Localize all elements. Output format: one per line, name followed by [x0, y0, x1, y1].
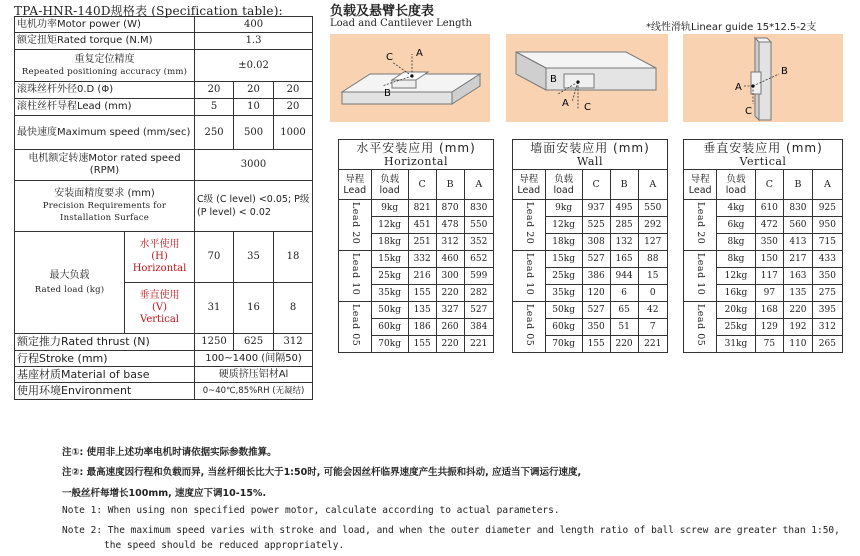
- load-table-cell: 120: [582, 285, 610, 302]
- load-table-cell: 8kg: [717, 234, 755, 251]
- lead-group-label: [339, 251, 372, 302]
- diagram-label-b: B: [384, 88, 391, 99]
- lead-label: Lead 05: [695, 304, 707, 347]
- load-table-cell: 127: [638, 234, 667, 251]
- lead-group-label: [513, 200, 546, 251]
- load-table-row: [513, 302, 668, 319]
- note-en-2a: Note 2: The maximum speed varies with stroke and load, and when the outer diameter and length ratio of ball screw are greater than 1:50,: [62, 525, 840, 536]
- spec-value: 100~1400 (间隔50): [195, 351, 313, 367]
- load-table-cell: 168: [755, 302, 784, 319]
- spec-value: 70: [195, 232, 234, 283]
- load-table-cell: 88: [638, 251, 667, 268]
- diagram-label-c: C: [386, 52, 393, 63]
- col-header-c: C: [582, 170, 610, 200]
- spec-label-en: Precision Requirements for: [42, 201, 167, 211]
- load-table-cell: 312: [812, 319, 842, 336]
- col-header-load: 负载 load: [371, 170, 408, 200]
- load-table-cell: 527: [464, 302, 493, 319]
- spec-label: 基座材质Material of base: [15, 367, 195, 383]
- spec-label: 最快速度Maximum speed (mm/sec): [15, 116, 195, 150]
- load-table-cell: 70kg: [371, 336, 408, 353]
- load-table-cell: 308: [582, 234, 610, 251]
- spec-sublabel-horizontal: [125, 232, 195, 283]
- load-table-cell: 221: [464, 336, 493, 353]
- load-table-cell: 50kg: [371, 302, 408, 319]
- spec-sublabel-code: (H): [151, 251, 168, 262]
- load-table-column-headers: [684, 170, 843, 200]
- spec-value: 625: [234, 334, 274, 351]
- spec-label-en: Rated load (kg): [34, 284, 105, 295]
- load-table-row: [684, 302, 843, 319]
- spec-table: [14, 16, 313, 400]
- load-table-cell: 451: [408, 217, 436, 234]
- load-table-cell: 220: [784, 302, 813, 319]
- diagram-horizontal-drawing: [330, 34, 490, 122]
- load-table-title: [339, 140, 494, 170]
- load-table-cell: 6: [610, 285, 638, 302]
- spec-value: 18: [274, 232, 313, 283]
- spec-label: 额定推力Rated thrust (N): [15, 334, 195, 351]
- spec-label-en: Installation Surface: [60, 213, 149, 223]
- spec-value: 1000: [274, 116, 313, 150]
- spec-sublabel-en: Horizontal: [132, 263, 187, 274]
- spec-label: 额定扭矩Rated torque (N.M): [15, 33, 195, 50]
- load-table-cell: 135: [408, 302, 436, 319]
- spec-label-cn: 安装面精度要求 (mm): [54, 188, 155, 199]
- load-table-cell: 132: [610, 234, 638, 251]
- diagram-label-c: C: [584, 102, 591, 113]
- load-table-cell: 282: [464, 285, 493, 302]
- load-table-cell: 260: [436, 319, 464, 336]
- load-table-wall: [512, 139, 668, 353]
- col-header-b: B: [784, 170, 813, 200]
- load-table-title-cn: 水平安装应用 (mm): [356, 141, 476, 155]
- col-header-c: C: [755, 170, 784, 200]
- load-table-row: [339, 302, 494, 319]
- spec-value: 500: [234, 116, 274, 150]
- load-table-cell: 18kg: [371, 234, 408, 251]
- load-table-cell: 327: [436, 302, 464, 319]
- spec-sublabel-cn: 垂直使用: [139, 290, 180, 301]
- spec-row-load-horizontal: [15, 232, 313, 283]
- load-table-cell: 937: [582, 200, 610, 217]
- load-table-cell: 332: [408, 251, 436, 268]
- spec-value: 硬质挤压铝材Al: [195, 367, 313, 383]
- col-header-a: A: [464, 170, 493, 200]
- load-table-cell: 527: [582, 251, 610, 268]
- load-table-cell: 350: [812, 268, 842, 285]
- spec-row-repeat-accuracy: [15, 50, 313, 82]
- diagram-label-b: B: [781, 66, 788, 77]
- col-header-a: A: [638, 170, 667, 200]
- load-table-header: [339, 140, 494, 170]
- load-table-cell: 433: [812, 251, 842, 268]
- load-table-cell: 220: [436, 285, 464, 302]
- load-table-cell: 599: [464, 268, 493, 285]
- note-en-2b: the speed should be reduced appropriately.: [104, 540, 345, 551]
- spec-value: 20: [234, 82, 274, 99]
- load-table-cell: 135: [784, 285, 813, 302]
- lead-label: Lead 10: [349, 253, 361, 296]
- load-table-cell: 830: [464, 200, 493, 217]
- load-table-cell: 478: [436, 217, 464, 234]
- load-table-cell: 560: [784, 217, 813, 234]
- col-header-c: C: [408, 170, 436, 200]
- lead-label: Lead 05: [349, 304, 361, 347]
- load-table-cell: 6kg: [717, 217, 755, 234]
- load-table-cell: 312: [436, 234, 464, 251]
- diagram-label-a: A: [416, 48, 423, 59]
- spec-value: 16: [234, 283, 274, 334]
- spec-label: [15, 232, 125, 334]
- diagram-label-b: B: [550, 74, 557, 85]
- diagram-wall: [506, 34, 668, 122]
- load-table-cell: 129: [755, 319, 784, 336]
- load-table-cell: 9kg: [545, 200, 582, 217]
- spec-sublabel-cn: 水平使用: [139, 239, 180, 250]
- col-header-lead: 导程 Lead: [339, 170, 372, 200]
- linear-guide-note: *线性滑轨Linear guide 15*12.5-2支: [646, 22, 817, 33]
- spec-label: 滚柱丝杆导程Lead (mm): [15, 99, 195, 116]
- spec-row-rated-torque: [15, 33, 313, 50]
- load-table-cell: 275: [812, 285, 842, 302]
- diagram-wall-drawing: [506, 34, 668, 122]
- spec-value: 5: [195, 99, 234, 116]
- lead-label: Lead 05: [523, 304, 535, 347]
- lead-group-label: [339, 200, 372, 251]
- spec-value: 8: [274, 283, 313, 334]
- lead-label: Lead 10: [695, 253, 707, 296]
- load-table-row: [339, 200, 494, 217]
- spec-label-cn: 最大负载: [49, 269, 90, 281]
- load-table-cell: 870: [436, 200, 464, 217]
- diagram-vertical-drawing: [683, 34, 843, 122]
- diagram-vertical: [683, 34, 843, 122]
- spec-label: [15, 50, 195, 82]
- load-table-cell: 350: [582, 319, 610, 336]
- load-table-cell: 292: [638, 217, 667, 234]
- load-table-cell: 12kg: [371, 217, 408, 234]
- col-header-lead: 导程 Lead: [513, 170, 546, 200]
- load-table-cell: 950: [812, 217, 842, 234]
- load-table-cell: 944: [610, 268, 638, 285]
- load-table-cell: 460: [436, 251, 464, 268]
- load-table-cell: 4kg: [717, 200, 755, 217]
- load-table-cell: 821: [408, 200, 436, 217]
- load-table-cell: 35kg: [371, 285, 408, 302]
- load-table-row: [684, 251, 843, 268]
- spec-label: 使用环境Environment: [15, 383, 195, 400]
- load-table-row: [684, 200, 843, 217]
- spec-sublabel-vertical: [125, 283, 195, 334]
- col-header-load: 负载 load: [717, 170, 755, 200]
- spec-label-cn: 重复定位精度: [74, 53, 135, 65]
- load-table-cell: 25kg: [371, 268, 408, 285]
- spec-value: 400: [195, 17, 313, 33]
- spec-label: [15, 150, 195, 181]
- spec-value: 35: [234, 232, 274, 283]
- load-table-cell: 186: [408, 319, 436, 336]
- load-table-cell: 20kg: [717, 302, 755, 319]
- spec-row-max-speed: [15, 116, 313, 150]
- load-table-cell: 155: [582, 336, 610, 353]
- spec-row-base-material: [15, 367, 313, 383]
- load-table-cell: 352: [464, 234, 493, 251]
- spec-value: 3000: [195, 150, 313, 181]
- load-table-row: [513, 251, 668, 268]
- load-table-cell: 830: [784, 200, 813, 217]
- col-header-load: 负载 load: [545, 170, 582, 200]
- note-cn-1: 注①: 使用非上述功率电机时请依据实际参数推算。: [62, 447, 277, 458]
- spec-row-environment: [15, 383, 313, 400]
- load-table-cell: 472: [755, 217, 784, 234]
- spec-value: 20: [274, 99, 313, 116]
- load-table-title-cn: 墙面安装应用 (mm): [530, 141, 650, 155]
- load-table-cell: 8kg: [717, 251, 755, 268]
- load-table-cell: 495: [610, 200, 638, 217]
- spec-value: 1250: [195, 334, 234, 351]
- spec-label: 行程Stroke (mm): [15, 351, 195, 367]
- load-table-cell: 12kg: [717, 268, 755, 285]
- load-table-cell: 155: [408, 336, 436, 353]
- spec-title: TPA-HNR-140D规格表 (Specification table):: [14, 4, 283, 18]
- load-table-cell: 15: [638, 268, 667, 285]
- load-table-title-en: Horizontal: [384, 155, 448, 168]
- spec-row-stroke: [15, 351, 313, 367]
- spec-value: C级 (C level) <0.05; P级 (P level) < 0.02: [195, 181, 313, 232]
- load-table-cell: 221: [638, 336, 667, 353]
- spec-sublabel-en: Vertical: [140, 314, 179, 325]
- load-table-cell: 15kg: [545, 251, 582, 268]
- load-table-cell: 110: [784, 336, 813, 353]
- load-table-cell: 525: [582, 217, 610, 234]
- spec-value: 0~40℃,85%RH (无凝结): [195, 383, 313, 400]
- lead-group-label: [513, 251, 546, 302]
- load-table-cell: 15kg: [371, 251, 408, 268]
- load-table-cell: 163: [784, 268, 813, 285]
- load-table-cell: 51: [610, 319, 638, 336]
- load-table-cell: 31kg: [717, 336, 755, 353]
- load-table-cell: 715: [812, 234, 842, 251]
- spec-value: 1.3: [195, 33, 313, 50]
- load-table-cell: 7: [638, 319, 667, 336]
- col-header-a: A: [812, 170, 842, 200]
- load-table-cell: 75: [755, 336, 784, 353]
- col-header-lead: 导程 Lead: [684, 170, 717, 200]
- load-table-cell: 0: [638, 285, 667, 302]
- load-table-cell: 265: [812, 336, 842, 353]
- lead-label: Lead 10: [523, 253, 535, 296]
- load-table-title-en: Vertical: [739, 155, 787, 168]
- load-table-title-en: Wall: [577, 155, 603, 168]
- lead-label: Lead 20: [695, 202, 707, 245]
- spec-row-rated-speed: [15, 150, 313, 181]
- lead-group-label: [513, 302, 546, 353]
- load-subtitle: Load and Cantilever Length: [330, 18, 472, 29]
- diagram-label-a: A: [735, 82, 742, 93]
- load-table-cell: 165: [610, 251, 638, 268]
- spec-value: ±0.02: [195, 50, 313, 82]
- diagram-label-a: A: [562, 98, 569, 109]
- load-table-cell: 12kg: [545, 217, 582, 234]
- spec-value: 10: [234, 99, 274, 116]
- load-table-cell: 60kg: [545, 319, 582, 336]
- diagram-horizontal: [330, 34, 490, 122]
- load-table-cell: 251: [408, 234, 436, 251]
- load-table-cell: 60kg: [371, 319, 408, 336]
- load-table-cell: 220: [436, 336, 464, 353]
- load-table-cell: 550: [464, 217, 493, 234]
- spec-value: 20: [274, 82, 313, 99]
- load-table-cell: 216: [408, 268, 436, 285]
- col-header-b: B: [610, 170, 638, 200]
- spec-label: 滚珠丝杆外径0.D (Φ): [15, 82, 195, 99]
- diagram-label-c: C: [745, 106, 752, 117]
- load-table-cell: 97: [755, 285, 784, 302]
- load-table-cell: 9kg: [371, 200, 408, 217]
- lead-label: Lead 20: [349, 202, 361, 245]
- load-table-cell: 550: [638, 200, 667, 217]
- spec-label-line: (RPM): [89, 165, 120, 176]
- load-table-cell: 16kg: [717, 285, 755, 302]
- spec-label: [15, 181, 195, 232]
- spec-row-motor-power: [15, 17, 313, 33]
- load-table-cell: 350: [755, 234, 784, 251]
- load-table-cell: 70kg: [545, 336, 582, 353]
- spec-row-precision: [15, 181, 313, 232]
- load-table-column-headers: [513, 170, 668, 200]
- lead-group-label: [339, 302, 372, 353]
- spec-label-line: 电机额定转速Motor rated speed: [28, 153, 181, 164]
- load-table-cell: 384: [464, 319, 493, 336]
- load-table-cell: 192: [784, 319, 813, 336]
- lead-group-label: [684, 200, 717, 251]
- note-cn-2a: 注②: 最高速度因行程和负载而异, 当丝杆细长比大于1:50时, 可能会因丝杆临界速度产生共振和抖动, 应适当下调运行速度,: [62, 467, 582, 478]
- lead-label: Lead 20: [523, 202, 535, 245]
- load-table-cell: 25kg: [545, 268, 582, 285]
- load-table-title: [684, 140, 843, 170]
- load-table-title-cn: 垂直安装应用 (mm): [703, 141, 823, 155]
- load-table-cell: 117: [755, 268, 784, 285]
- load-table-cell: 527: [582, 302, 610, 319]
- load-table-row: [339, 251, 494, 268]
- load-table-cell: 220: [610, 336, 638, 353]
- load-table-cell: 300: [436, 268, 464, 285]
- load-table-cell: 395: [812, 302, 842, 319]
- spec-row-ball-screw-od: [15, 82, 313, 99]
- spec-value: 20: [195, 82, 234, 99]
- load-table-title: [513, 140, 668, 170]
- load-table-header: [513, 140, 668, 170]
- spec-row-rated-thrust: [15, 334, 313, 351]
- lead-group-label: [684, 251, 717, 302]
- load-table-horizontal: [338, 139, 494, 353]
- load-table-header: [684, 140, 843, 170]
- load-table-row: [513, 200, 668, 217]
- load-table-cell: 386: [582, 268, 610, 285]
- load-table-cell: 150: [755, 251, 784, 268]
- load-table-cell: 285: [610, 217, 638, 234]
- spec-value: 250: [195, 116, 234, 150]
- load-table-cell: 18kg: [545, 234, 582, 251]
- spec-value: 31: [195, 283, 234, 334]
- load-table-cell: 42: [638, 302, 667, 319]
- load-table-vertical: [683, 139, 843, 353]
- load-table-cell: 25kg: [717, 319, 755, 336]
- load-table-cell: 155: [408, 285, 436, 302]
- load-table-cell: 925: [812, 200, 842, 217]
- load-table-cell: 217: [784, 251, 813, 268]
- load-table-cell: 35kg: [545, 285, 582, 302]
- note-en-1: Note 1: When using non specified power motor, calculate according to actual parameters.: [62, 505, 560, 516]
- load-table-cell: 50kg: [545, 302, 582, 319]
- note-cn-2b: 一般丝杆每增长100mm, 速度应下调10-15%.: [62, 488, 267, 499]
- load-table-cell: 413: [784, 234, 813, 251]
- spec-value: 312: [274, 334, 313, 351]
- spec-label-en: Repeated positioning accuracy (mm): [21, 66, 188, 77]
- load-table-column-headers: [339, 170, 494, 200]
- spec-row-lead: [15, 99, 313, 116]
- load-table-cell: 65: [610, 302, 638, 319]
- load-table-cell: 610: [755, 200, 784, 217]
- col-header-b: B: [436, 170, 464, 200]
- lead-group-label: [684, 302, 717, 353]
- spec-sublabel-code: (V): [151, 302, 168, 313]
- load-table-cell: 652: [464, 251, 493, 268]
- spec-label: 电机功率Motor power (W): [15, 17, 195, 33]
- load-title: 负载及悬臂长度表: [330, 4, 435, 19]
